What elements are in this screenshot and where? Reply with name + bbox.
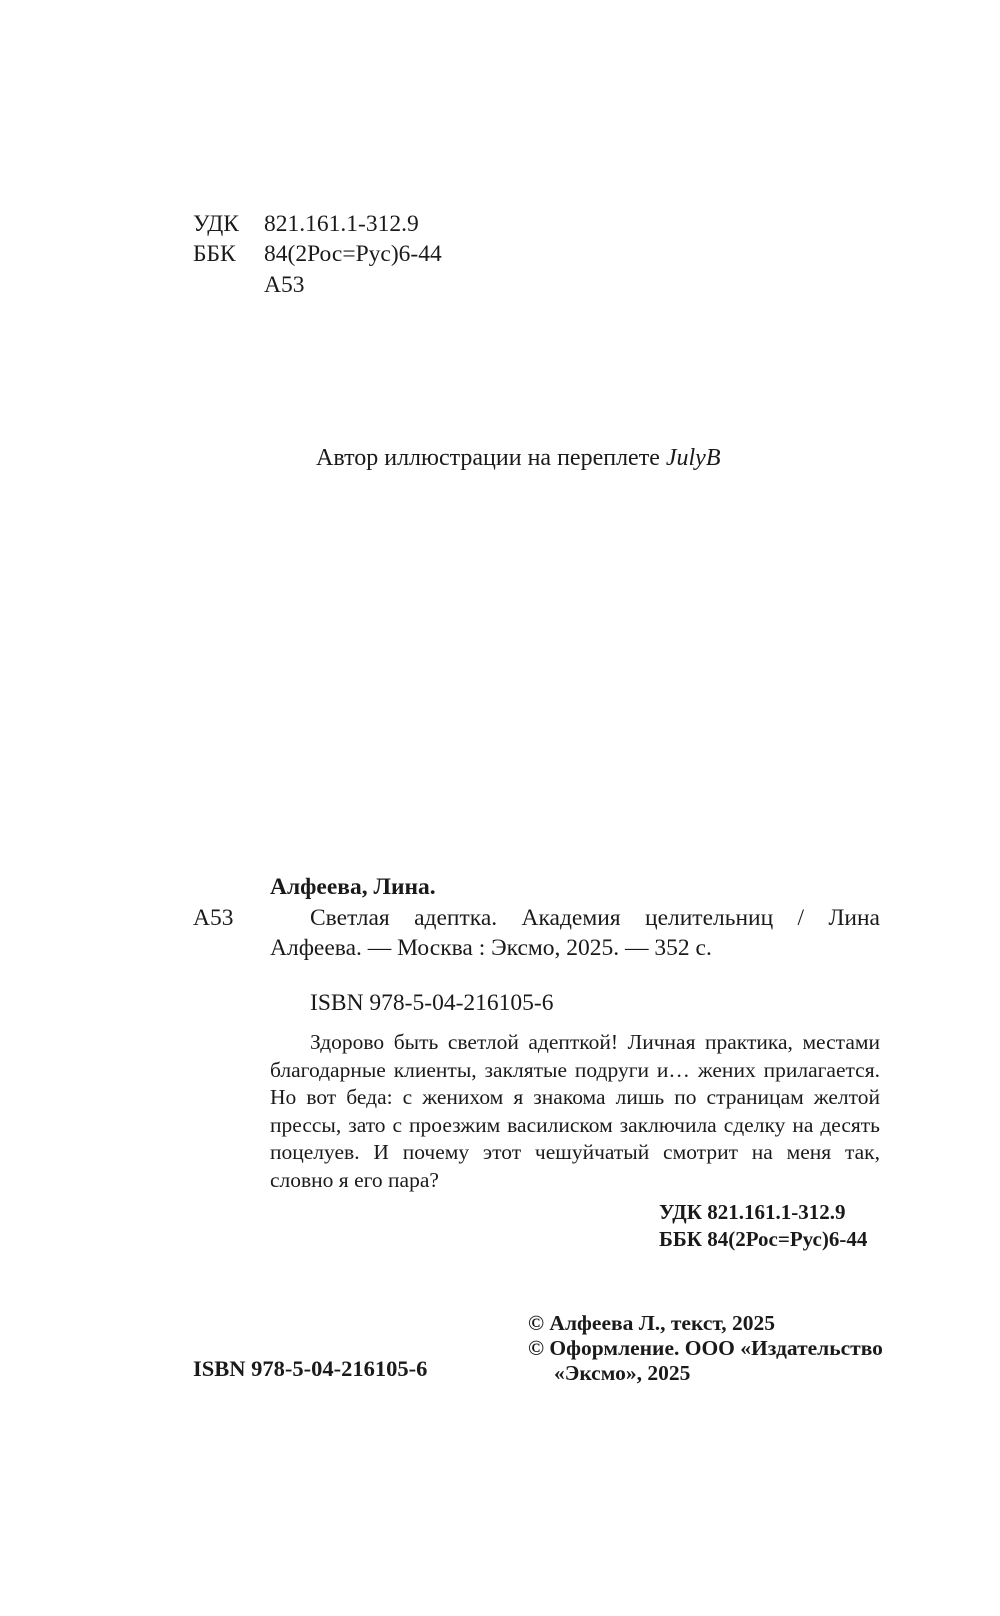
bbk-value: 84(2Рос=Рус)6-44 [264, 241, 442, 267]
copyright-design-line2: «Эксмо», 2025 [554, 1361, 691, 1385]
bbk-line: ББК 84(2Рос=Рус)6-44 [659, 1227, 868, 1251]
copyright-text: © Алфеева Л., текст, 2025 [528, 1311, 776, 1335]
isbn-record: ISBN 978-5-04-216105-6 [310, 990, 554, 1016]
annotation: Здорово быть светлой адепткой! Личная практика, местами благодарные клиенты, заклятые подруги и… жених прилагается. Но вот беда: с женихом я знакома лишь по страницам желтой прессы, зато с проезжим василиском заключила сделку на десять поцелуев. И почему этот чешуйчатый смотрит на меня так, словно я его пара? [270, 1030, 880, 1192]
author-mark-top: А53 [264, 272, 305, 298]
illustration-credit [316, 445, 720, 472]
udk-label: УДК [193, 211, 239, 237]
book-description: Светлая адептка. Академия целительниц / Лина Алфеева. — Москва : Эксмо, 2025. — 352 с. [270, 905, 880, 961]
isbn-footer: ISBN 978-5-04-216105-6 [193, 1356, 428, 1381]
udk-value: 821.161.1-312.9 [264, 211, 419, 237]
udk-line: УДК 821.161.1-312.9 [659, 1200, 846, 1224]
copyright-design-line1: © Оформление. ООО «Издательство [528, 1336, 883, 1360]
illustration-artist: JulyB [665, 445, 721, 471]
author-mark: А53 [193, 905, 234, 931]
bbk-label: ББК [193, 241, 236, 267]
illustration-credit-text: Автор иллюстрации на переплете [316, 445, 666, 471]
author-heading: Алфеева, Лина. [270, 874, 436, 900]
